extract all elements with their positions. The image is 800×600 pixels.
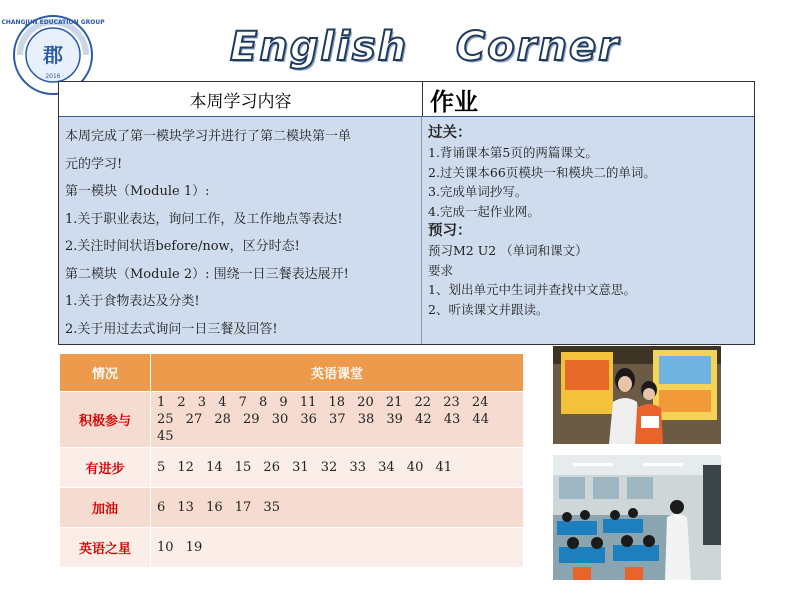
- content-line: 第二模块（Module 2）: 围绕一日三餐表达展开!: [65, 266, 349, 282]
- content-line: 第一模块（Module 1）:: [65, 184, 210, 199]
- content-line: 1.关于职业表达，询问工作，及工作地点等表达!: [65, 211, 343, 227]
- table-row: [60, 488, 524, 528]
- content-line: 本周完成了第一模块学习并进行了第二模块第一单: [65, 129, 352, 144]
- homework-item: 3.完成单词抄写。: [428, 184, 528, 199]
- classroom-photo-2: [553, 455, 721, 580]
- homework-item: 2.过关课本66页模块一和模块二的单词。: [428, 164, 656, 180]
- preview-item: 预习M2 U2 （单词和课文）: [428, 243, 588, 258]
- preview-item: 2、听读课文并跟读。: [428, 301, 549, 317]
- row-label: 英语之星: [60, 528, 151, 568]
- svg-text:郡: 郡: [43, 43, 63, 67]
- row-label: 有进步: [60, 448, 151, 488]
- english-class-header: 英语课堂: [151, 354, 524, 392]
- class-performance-table: [59, 353, 524, 568]
- table-header-row: [60, 354, 524, 392]
- svg-text:CHANGJUN EDUCATION GROUP: CHANGJUN EDUCATION GROUP: [1, 19, 105, 26]
- content-line: 元的学习!: [65, 156, 123, 172]
- table-row: [60, 448, 524, 488]
- svg-text:2016: 2016: [45, 73, 61, 80]
- row-label: 积极参与: [60, 392, 151, 448]
- homework-item: 4.完成一起作业网。: [428, 203, 540, 219]
- homework-header: 作业: [430, 87, 478, 116]
- content-line: 2.关注时间状语before/now，区分时态!: [65, 239, 300, 254]
- page-title: English Corner: [230, 24, 620, 70]
- guoguan-title: 过关：: [428, 125, 472, 141]
- classroom-photo-1: [553, 346, 721, 444]
- weekly-content-cell: [59, 117, 422, 344]
- student-numbers: 5 12 14 15 26 31 32 33 34 40 41: [151, 448, 524, 488]
- homework-item: 1.背诵课本第5页的两篇课文。: [428, 145, 598, 160]
- student-numbers: 10 19: [151, 528, 524, 568]
- table-row: [60, 392, 524, 448]
- homework-cell: [422, 117, 754, 344]
- content-line: 2.关于用过去式询问一日三餐及回答!: [65, 321, 278, 337]
- yuxi-title: 预习：: [428, 223, 472, 239]
- content-line: 1.关于食物表达及分类!: [65, 294, 200, 309]
- preview-item: 要求: [428, 262, 454, 278]
- status-header: 情况: [60, 354, 151, 392]
- student-numbers: 6 13 16 17 35: [151, 488, 524, 528]
- weekly-content-header: 本周学习内容: [59, 82, 423, 116]
- weekly-summary-table: [58, 81, 755, 345]
- row-label: 加油: [60, 488, 151, 528]
- table-row: [60, 528, 524, 568]
- student-numbers: 1 2 3 4 7 8 9 11 18 20 21 22 23 24 25 27 28 29 30 36 37 38 39 42 43 44 45: [151, 392, 524, 448]
- preview-item: 1、划出单元中生词并查找中文意思。: [428, 282, 636, 297]
- table-body-row: [59, 117, 754, 344]
- table-header-row: [59, 82, 754, 118]
